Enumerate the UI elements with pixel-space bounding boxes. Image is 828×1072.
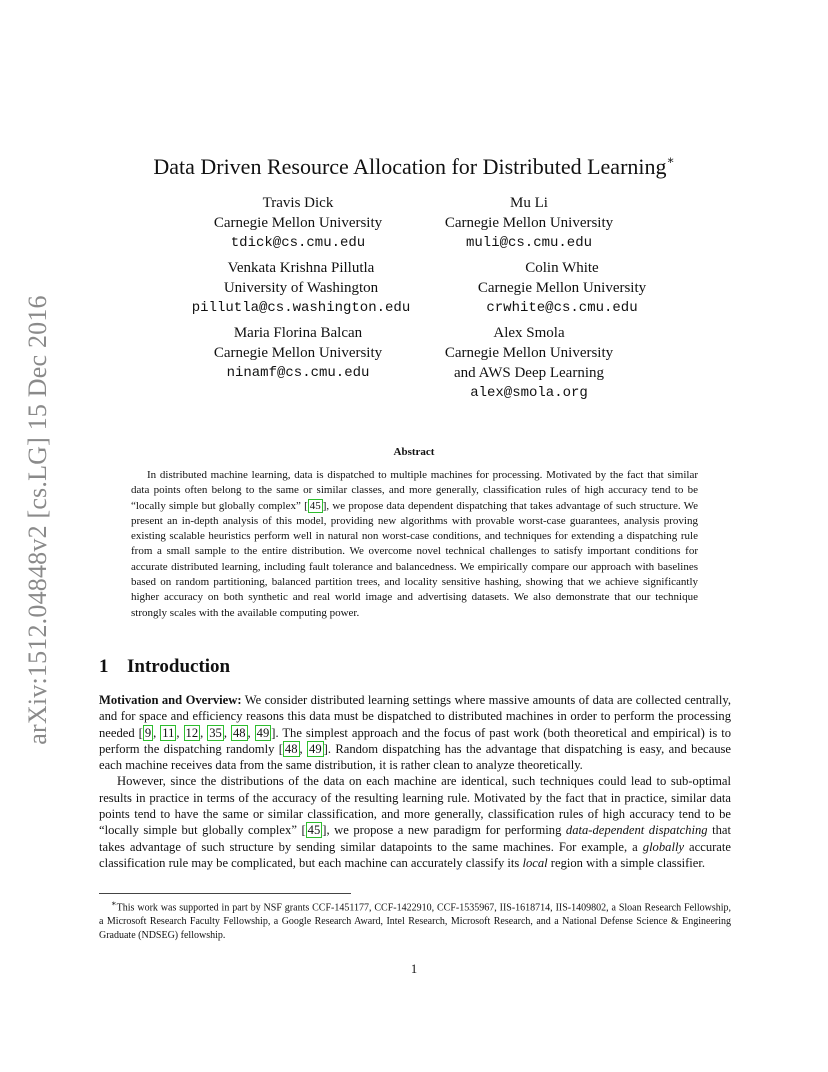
author-affiliation: Carnegie Mellon University (477, 280, 647, 296)
citation-link[interactable]: 12 (185, 725, 199, 740)
footnote-mark: ∗ (111, 899, 117, 908)
author-name: Alex Smola (493, 325, 565, 341)
section-number: 1 (99, 656, 109, 677)
text-run: ]. The simplest approach and the focus of past work (both theoretical and empirical) is to perform the dispatching randomly [ (99, 725, 732, 756)
author-affiliation: Carnegie Mellon University (444, 215, 614, 231)
introduction-body (99, 692, 731, 871)
author-block-pillutla (151, 258, 451, 318)
citation-link[interactable]: 9 (144, 725, 152, 740)
paragraph-lead: Motivation and Overview: (99, 693, 242, 707)
author-affiliation-secondary: and AWS Deep Learning (454, 365, 604, 381)
author-block-smola (379, 323, 679, 403)
text-run: ]. Random dispatching has the advantage that dispatching is easy, and because each machine receives data from the same distribution, it is rather clean to analyze theoretically. (99, 741, 731, 773)
text-run: ], we propose a new paradigm for performing (322, 823, 566, 838)
author-email[interactable]: ninamf@cs.cmu.edu (226, 365, 370, 381)
abstract-text-part: ], we propose data dependent dispatching that takes advantage of such structure. We present an in-depth analysis of this model, providing new algorithms with provable worst-case guarantees, analysis proving existing scalable heuristics perform well in natural non worst-case conditions, and techniques for extending a dispatching rule from a small sample to the entire distribution. We overcome novel technical challenges to satisfy important conditions for accurate distributed learning, including fault tolerance and balancedness. We empirically compare our approach with baselines based on random partitioning, balanced partition trees, and locality sensitive hashing, showing that we achieve significantly higher accuracy on both synthetic and real world image and advertising datasets. We also demonstrate that our technique strongly scales with the available computing power. (131, 499, 698, 619)
citation-link[interactable]: 49 (256, 725, 270, 740)
citation-link[interactable]: 48 (232, 725, 246, 740)
abstract-heading: Abstract (393, 446, 435, 458)
citation-link[interactable]: 45 (309, 499, 321, 512)
paragraph (99, 773, 731, 871)
author-email[interactable]: tdick@cs.cmu.edu (230, 235, 366, 251)
text-run: that takes advantage of such structure by sending similar datapoints to the same machines. For example, a (99, 823, 731, 854)
author-email[interactable]: crwhite@cs.cmu.edu (486, 300, 638, 316)
citation-link[interactable]: 45 (307, 823, 321, 838)
citation-link[interactable]: 48 (284, 741, 298, 756)
page-number: 1 (410, 962, 418, 976)
author-name: Venkata Krishna Pillutla (227, 260, 375, 276)
abstract-text-part: In distributed machine learning, data is dispatched to multiple machines for processing. Motivated by the fact that similar data points often belong to the same or similar classes, and more generally, classification rules of high accuracy tend to be “locally simple but globally complex” [ (131, 469, 698, 512)
emphasis: globally (642, 839, 685, 854)
emphasis: data-dependent dispatching (565, 823, 708, 838)
author-name: Colin White (525, 260, 599, 276)
emphasis: local (522, 855, 548, 870)
author-name: Maria Florina Balcan (233, 325, 363, 341)
text-run: accurate classification rule may be complicated, but each machine can accurately classify its (99, 839, 731, 870)
author-affiliation: Carnegie Mellon University (213, 345, 383, 361)
author-name: Mu Li (510, 195, 548, 211)
author-affiliation: Carnegie Mellon University (213, 215, 383, 231)
author-affiliation: Carnegie Mellon University (444, 345, 614, 361)
title-footnote-mark: ∗ (666, 153, 675, 167)
author-block-white (412, 258, 712, 318)
footnote-text: This work was supported in part by NSF grants CCF-1451177, CCF-1422910, CCF-1535967, IIS-1618714, IIS-1409802, a Sloan Research Fellowship, a Microsoft Research Faculty Fellowship, a Google Research Award, Intel Research, Microsoft Research, and a National Defense Science & Engineering Graduate (NDSEG) fellowship. (99, 902, 731, 941)
citation-link[interactable]: 35 (209, 725, 222, 740)
footnote-divider (99, 893, 351, 894)
section-title: Introduction (127, 656, 231, 677)
section-heading (99, 656, 230, 678)
footnote (99, 897, 731, 942)
author-block-li (379, 193, 679, 253)
citation-link[interactable]: 49 (309, 741, 322, 756)
text-run: We consider distributed learning settings where massive amounts of data are collected centrally, and for space and efficiency reasons this data must be dispatched to distributed machines in order to perform the processing needed [ (99, 693, 731, 740)
author-email[interactable]: pillutla@cs.washington.edu (191, 300, 411, 316)
paper-title-text: Data Driven Resource Allocation for Distributed Learning (153, 154, 667, 179)
abstract-text (131, 468, 698, 621)
author-email[interactable]: muli@cs.cmu.edu (465, 235, 593, 251)
author-name: Travis Dick (262, 195, 334, 211)
author-affiliation: University of Washington (223, 280, 379, 296)
author-email[interactable]: alex@smola.org (470, 385, 588, 401)
text-run: region with a simple classifier. (547, 855, 706, 870)
paper-title (0, 146, 828, 181)
text-run: However, since the distributions of the data on each machine are identical, such techniques could lead to sub-optimal results in practice in terms of the accuracy of the resulting learning rule. Motivated by the fact that in practice, similar data points tend to have the same or similar classification, and more generally, classification rules of high accuracy tend to be “locally simple but globally complex” [ (99, 774, 731, 838)
paragraph: Motivation and Overview: We consider distributed learning settings where massive amounts of data are collected centrally, and for space and efficiency reasons this data must be dispatched to distributed machines in order to perform the processing needed [ 9 , 11 , 12 , 35 , 48 , 49 ]. The simplest approach and the focus of past work (both theoretical and empirical) is to perform the dispatching randomly [ 48 , 49 ]. Random dispatching has the advantage that dispatching is easy, and because each machine receives data from the same distribution, it is rather clean to analyze theoretically. (99, 693, 732, 773)
citation-link[interactable]: 11 (162, 725, 175, 740)
arxiv-identifier: arXiv:1512.04848v2 [cs.LG] 15 Dec 2016 (23, 295, 52, 745)
